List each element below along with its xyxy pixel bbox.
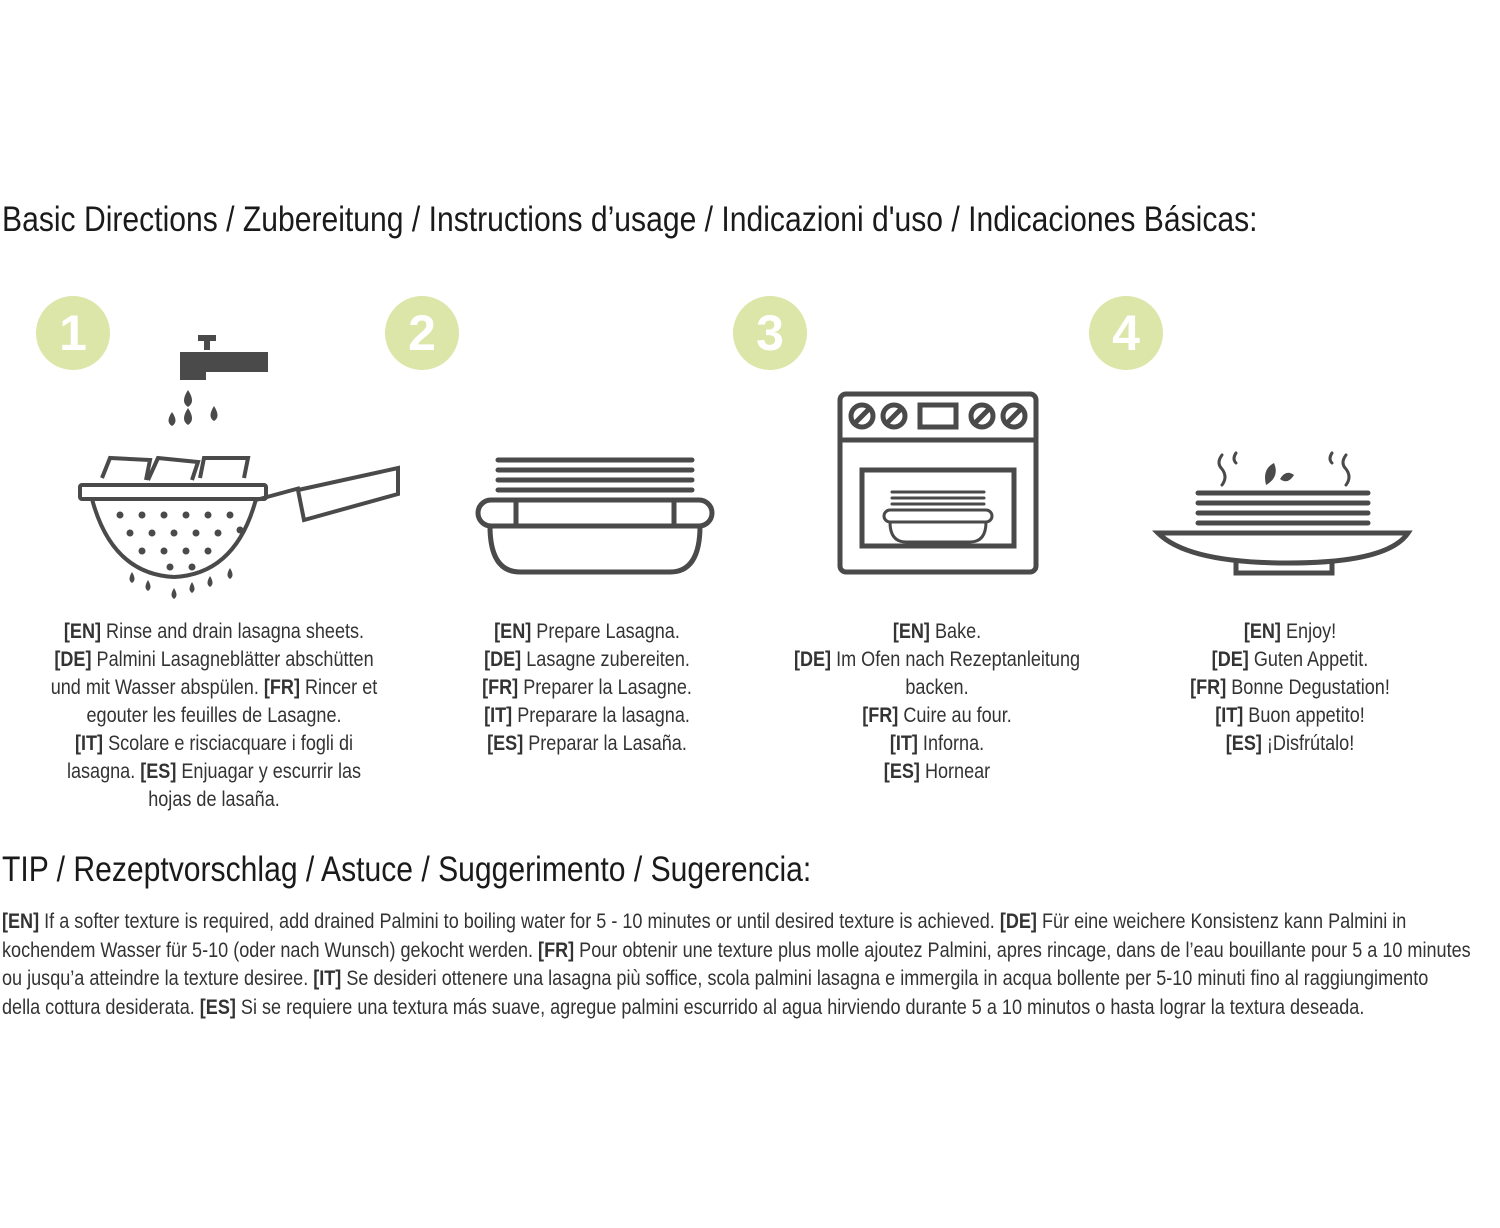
language-tag: [DE]	[484, 648, 522, 671]
text-segment: Rincer et	[299, 676, 378, 699]
text-line	[42, 786, 386, 814]
text-segment: Prepare Lasagna.	[531, 620, 680, 643]
text-segment: Scolare e risciacquare i fogli di	[103, 732, 354, 755]
text-line	[1122, 702, 1457, 730]
oven-icon	[836, 390, 1041, 576]
language-tag: [ES]	[140, 760, 177, 783]
text-segment: Im Ofen nach Rezeptanleitung	[831, 648, 1081, 671]
served-plate-icon	[1152, 445, 1414, 577]
language-tag: [FR]	[538, 938, 575, 962]
text-line	[42, 646, 386, 674]
text-segment: della cottura desiderata.	[2, 995, 200, 1019]
language-tag: [EN]	[892, 620, 930, 643]
text-line	[1122, 674, 1457, 702]
text-line	[769, 618, 1104, 646]
language-tag: [IT]	[889, 732, 918, 755]
text-segment: Se desideri ottenere una lasagna più soffice, scola palmini lasagna e immergila in acqua bollente per 5-10 minuti fino al raggiungimento	[341, 967, 1429, 990]
language-tag: [FR]	[1190, 676, 1227, 699]
text-line	[769, 646, 1104, 674]
language-tag: [DE]	[1211, 648, 1249, 671]
language-tag: [FR]	[482, 676, 519, 699]
language-tag: [ES]	[487, 732, 524, 755]
language-tag: [ES]	[883, 760, 920, 783]
text-line	[1122, 730, 1457, 758]
text-segment: egouter les feuilles de Lasagne.	[86, 704, 342, 727]
step-2-text	[392, 618, 782, 758]
text-line	[419, 618, 754, 646]
tip-body	[2, 908, 1498, 1022]
text-segment: hojas de lasaña.	[148, 788, 280, 811]
text-segment: Buon appetito!	[1243, 704, 1365, 727]
text-segment: Bonne Degustation!	[1226, 676, 1390, 699]
tip-title: TIP / Rezeptvorschlag / Astuce / Suggerimento / Sugerencia:	[2, 850, 812, 889]
step-2-badge: 2	[385, 296, 459, 370]
text-segment: Hornear	[919, 760, 991, 783]
text-segment: lasagna.	[66, 760, 141, 783]
language-tag: [FR]	[862, 704, 899, 727]
language-tag: [IT]	[1215, 704, 1244, 727]
text-segment: Palmini Lasagneblätter abschütten	[91, 648, 374, 671]
colander-under-tap-icon	[70, 330, 410, 610]
text-segment: Pour obtenir une texture plus molle ajoutez Palmini, apres rincage, dans de l’eau bouillante pour 5 a 10 minutes	[574, 938, 1471, 962]
text-segment: Inforna.	[917, 732, 985, 755]
text-segment: Enjuagar y escurrir las	[176, 760, 362, 783]
step-1-badge: 1	[36, 296, 110, 370]
text-line	[2, 937, 1498, 966]
language-tag: [DE]	[54, 648, 92, 671]
language-tag: [DE]	[999, 910, 1037, 933]
text-segment: Guten Appetit.	[1248, 648, 1369, 671]
text-line	[2, 994, 1498, 1023]
text-line	[42, 618, 386, 646]
text-line	[769, 674, 1104, 702]
text-segment: ¡Disfrútalo!	[1261, 732, 1355, 755]
text-segment: ou jusqu’a atteindre la texture desiree.	[2, 967, 314, 990]
text-line	[42, 702, 386, 730]
step-4-text	[1095, 618, 1485, 758]
text-segment: If a softer texture is required, add drained Palmini to boiling water for 5 - 10 minutes or until desired texture is achieved.	[39, 910, 1000, 933]
step-3-badge: 3	[733, 296, 807, 370]
text-line	[769, 758, 1104, 786]
language-tag: [IT]	[74, 732, 104, 755]
language-tag: [ES]	[1225, 732, 1262, 755]
text-line	[419, 730, 754, 758]
language-tag: [FR]	[263, 676, 300, 699]
step-1-text	[14, 618, 414, 814]
text-line	[42, 674, 386, 702]
language-tag: [EN]	[1243, 620, 1281, 643]
language-tag: [ES]	[199, 995, 236, 1019]
text-segment: kochendem Wasser für 5-10 (oder nach Wunsch) gekocht werden.	[2, 938, 539, 962]
language-tag: [DE]	[793, 648, 832, 671]
language-tag: [EN]	[2, 910, 40, 933]
text-line	[1122, 618, 1457, 646]
text-line	[42, 730, 386, 758]
text-segment: Cuire au four.	[898, 704, 1012, 727]
step-4-badge: 4	[1089, 296, 1163, 370]
language-tag: [IT]	[313, 967, 342, 990]
text-segment: Rinse and drain lasagna sheets.	[101, 620, 365, 643]
language-tag: [IT]	[484, 704, 513, 727]
step-3-text	[742, 618, 1132, 786]
text-segment: Lasagne zubereiten.	[521, 648, 690, 671]
text-line	[1122, 646, 1457, 674]
text-line	[42, 758, 386, 786]
text-segment: Bake.	[929, 620, 982, 643]
language-tag: [EN]	[63, 620, 102, 643]
page-title: Basic Directions / Zubereitung / Instructions d’usage / Indicazioni d'uso / Indicaciones Básicas:	[2, 200, 1258, 239]
text-segment: Preparare la lasagna.	[512, 704, 690, 727]
text-segment: backen.	[905, 676, 969, 699]
lasagna-dish-icon	[470, 450, 720, 580]
text-segment: Preparar la Lasaña.	[523, 732, 687, 755]
text-line	[769, 702, 1104, 730]
text-segment: Für eine weichere Konsistenz kann Palmini in	[1036, 910, 1407, 933]
language-tag: [EN]	[494, 620, 532, 643]
text-line	[419, 646, 754, 674]
text-segment: Enjoy!	[1280, 620, 1337, 643]
text-segment: und mit Wasser abspülen.	[50, 676, 264, 699]
text-segment: Preparer la Lasagne.	[518, 676, 692, 699]
text-line	[419, 674, 754, 702]
text-line	[2, 908, 1498, 937]
text-line	[2, 965, 1498, 994]
text-line	[419, 702, 754, 730]
text-segment: Si se requiere una textura más suave, agregue palmini escurrido al agua hirviendo durante 5 a 10 minutos o hasta lograr la textura deseada.	[235, 995, 1365, 1019]
text-line	[769, 730, 1104, 758]
